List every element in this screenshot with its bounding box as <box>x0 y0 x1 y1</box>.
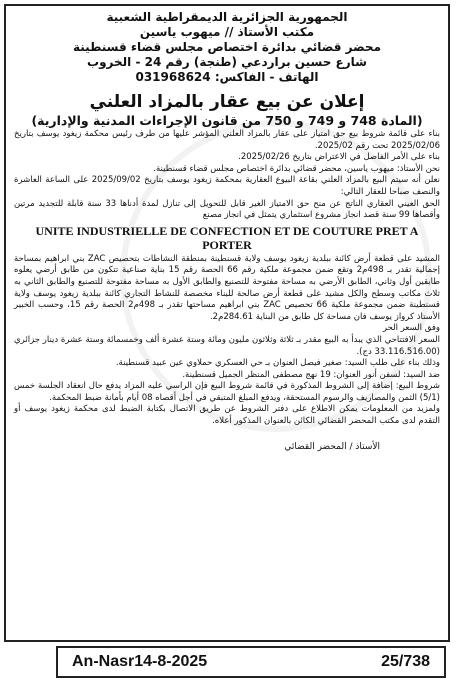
paragraph-9: وذلك بناء على طلب السيد: صغير فيصل العنوان بـ حي العسكري حملاوي عين عبيد قسنطينة. <box>115 358 440 369</box>
signature-line: الأستاذ / المحضر القضائي <box>284 441 380 452</box>
phone-label: الهاتف - الفاكس: <box>214 70 319 84</box>
bailiff-role: محضر قضائي بدائرة اختصاص مجلس قضاء قسنطينة <box>73 40 381 54</box>
paragraph-10: ضد السيد: لسفن أنور العنوان: 19 نهج مصطفى المنظر الجميل قسنطينة. <box>182 369 440 380</box>
notice-title: إعلان عن بيع عقار بالمزاد العلني <box>89 92 365 112</box>
paragraph-3: نحن الأستاذ: ميهوب ياسين، محضر قضائي بدائرة اختصاص مجلس قضاء قسنطينة. <box>153 163 440 174</box>
project-name-latin: UNITE INDUSTRIELLE DE CONFECTION ET DE COUTURE PRET A PORTER <box>35 223 419 252</box>
office-name: مكتب الأستاذ // ميهوب ياسين <box>139 25 315 39</box>
publication-footer <box>56 646 446 678</box>
notice-subtitle: (المادة 748 و 749 و 750 من قانون الإجراءات المدنية والإدارية) <box>31 113 423 128</box>
paragraph-7: وفق السعر الحر <box>382 323 440 334</box>
office-address: شارع حسين براردعي (طنجة) رقم 24 - الخروب <box>87 55 367 69</box>
phone-number: 031968624 <box>135 70 211 84</box>
paragraph-2: بناء على الأمر الفاصل في الاعتراض بتاريخ 2025/02/26. <box>238 152 440 163</box>
contact-line <box>14 70 440 85</box>
republic-heading: الجمهورية الجزائرية الديمقراطية الشعبية <box>106 10 348 24</box>
letterhead <box>14 10 440 85</box>
paragraph-12: ولمزيد من المعلومات يمكن الاطلاع على دفتر الشروط عن طريق الاتصال بكتابة الضبط لدى محكمة زيغود يوسف أو التقدم لدى مكتب المحضر القضائي الكائن بالعنوان المذكور أعلاه. <box>14 404 440 427</box>
paragraph-6: المشيد على قطعة أرض كائنة ببلدية زيغود يوسف ولاية قسنطينة بمنطقة النشاطات بتحصيص ZAC بني ابراهيم بمساحة إجمالية تقدر بـ 498م2 وتقع ضمن مجموعة ملكية رقم 66 الحصة رقم 15 بناية صناعية تتكون من طابق أرضي يعلوه طابقين أول وثاني، الطابق الأرضي به مساحة مفتوحة للتصنيع والطابق الأول به مساحة مفتوحة للتصنيع والطابق الثاني به ثلاث مكاتب وسطح والكل مشيد على قطعة أرض صالحة للبناء مخصصة للنشاط التجاري كائنة ببلدية زيغود يوسف ولاية قسنطينة ضمن مجموعة ملكية 66 تحصيص ZAC بني ابراهيم مساحتها تقدر بـ 498م2 الحصة رقم 15، وحسب الخبير الأستاذ كرواز يوسف فان مساحة كل طابق من البناية 284.61م2. <box>14 253 440 322</box>
reference-number: 25/738 <box>381 653 430 670</box>
paragraph-4: نعلن أنه سيتم البيع بالمزاد العلني بقاعة البيوع العقارية بمحكمة زيغود يوسف بتاريخ 2025/09/02 على الساعة العاشرة والنصف صباحا للعقار التالي: <box>14 175 440 197</box>
paragraph-11: شروط البيع: إضافة إلى الشروط المذكورة في قائمة شروط البيع فإن الراسي عليه المزاد يدفع حال انعقاد الجلسة خمس (5/1) الثمن والمصاريف والرسوم المستحقة، ويدفع المبلغ المتبقي في أجل أقصاه 08 أيام بأمانة ضبط المحكمة. <box>14 381 440 403</box>
paragraph-5: الحق العيني العقاري الناتج عن منح حق الامتياز الغير قابل للتحويل إلى تنازل لمدة أدناها 33 سنة قابلة للتجديد مرتين وأقصاها 99 سنة قصد انجاز مشروع استثماري يتمثل في انجاز مصنع <box>14 198 440 221</box>
publication-date: An-Nasr14-8-2025 <box>72 653 208 670</box>
notice-body <box>14 129 440 452</box>
notice-frame <box>4 4 450 642</box>
paragraph-8: السعر الافتتاحي الذي يبدأ به البيع مقدر بـ ثلاثة وثلاثون مليون ومائة وستة عشرة ألف وخمسمائة وستة عشرة دينار جزائري (33.116.516.00 دج). <box>14 334 440 357</box>
paragraph-1: بناء على قائمة شروط بيع حق امتياز على عقار بالمزاد العلني المؤشر عليها من طرف رئيس محكمة زيغود يوسف بتاريخ 2025/02/06 تحت رقم 2025/02. <box>14 129 440 151</box>
